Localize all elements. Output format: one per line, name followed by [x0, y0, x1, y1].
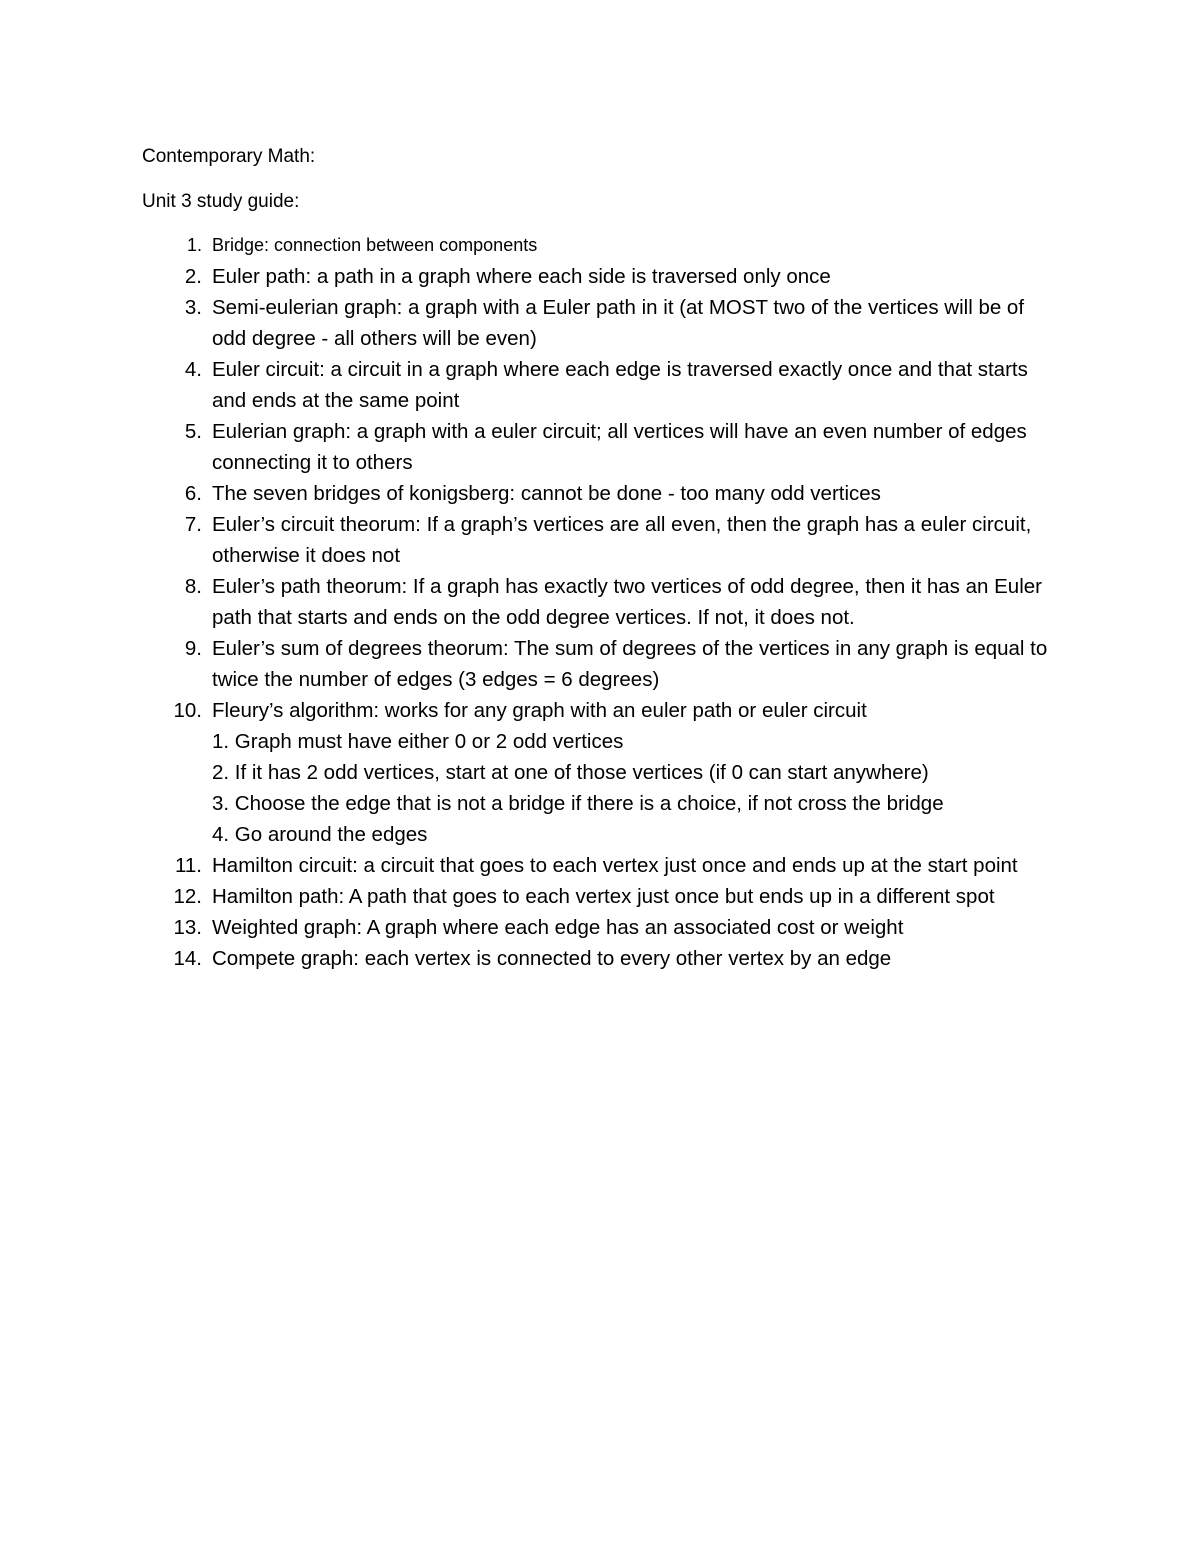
sub-list-item: 4. Go around the edges [212, 823, 428, 846]
list-item-text: Semi-eulerian graph: a graph with a Euler path in it (at MOST two of the vertices will be of odd degree - all others will be even) [212, 296, 1025, 350]
list-item-number: 9. [184, 637, 202, 660]
list-item-text: Hamilton circuit: a circuit that goes to each vertex just once and ends up at the start point [212, 854, 1018, 877]
list-item-number: 7. [184, 513, 202, 536]
list-item [142, 261, 1062, 292]
list-item-number: 10. [173, 699, 202, 722]
study-guide-list [142, 230, 1062, 974]
document-title: Contemporary Math: [142, 146, 316, 167]
list-item-number: 11. [175, 854, 202, 877]
list-item [142, 230, 1062, 261]
list-item [142, 416, 1062, 478]
list-item-text: Hamilton path: A path that goes to each vertex just once but ends up in a different spot [212, 885, 995, 908]
list-item [142, 354, 1062, 416]
list-item-number: 2. [184, 265, 202, 288]
list-item [142, 571, 1062, 633]
list-item-number: 3. [184, 296, 202, 319]
list-item-number: 5. [184, 420, 202, 443]
list-item-text: Bridge: connection between components [212, 235, 538, 255]
list-item-number: 4. [184, 358, 202, 381]
list-item-text: Weighted graph: A graph where each edge has an associated cost or weight [212, 916, 904, 939]
list-item-number: 13. [173, 916, 202, 939]
list-item-number: 14. [173, 947, 202, 970]
list-item-text: Euler path: a path in a graph where each side is traversed only once [212, 265, 831, 288]
list-item-text: The seven bridges of konigsberg: cannot be done - too many odd vertices [212, 482, 881, 505]
list-item [142, 881, 1062, 912]
list-item-number: 1. [186, 235, 202, 255]
list-item [142, 912, 1062, 943]
sub-list-item: 3. Choose the edge that is not a bridge if there is a choice, if not cross the bridge [212, 792, 944, 815]
list-item [142, 509, 1062, 571]
list-item-number: 8. [184, 575, 202, 598]
list-item [142, 695, 1062, 850]
list-item [142, 633, 1062, 695]
list-item [142, 850, 1062, 881]
sub-list-item: 2. If it has 2 odd vertices, start at one of those vertices (if 0 can start anywhere) [212, 761, 929, 784]
list-item [142, 943, 1062, 974]
list-item-number: 12. [173, 885, 202, 908]
list-item-text: Euler circuit: a circuit in a graph where each edge is traversed exactly once and that starts and ends at the same point [212, 358, 1028, 412]
list-item-text: Euler’s sum of degrees theorum: The sum of degrees of the vertices in any graph is equal to twice the number of edges (3 edges = 6 degrees) [212, 637, 1048, 691]
list-item-number: 6. [184, 482, 202, 505]
list-item-text: Eulerian graph: a graph with a euler circuit; all vertices will have an even number of edges connecting it to others [212, 420, 1027, 474]
list-item-text: Compete graph: each vertex is connected to every other vertex by an edge [212, 947, 892, 970]
list-item-text: Fleury’s algorithm: works for any graph with an euler path or euler circuit [212, 699, 867, 722]
list-item [142, 292, 1062, 354]
list-item-text: Euler’s circuit theorum: If a graph’s vertices are all even, then the graph has a euler circuit, otherwise it does not [212, 513, 1032, 567]
sub-list-item: 1. Graph must have either 0 or 2 odd vertices [212, 730, 624, 753]
list-item [142, 478, 1062, 509]
document-subtitle: Unit 3 study guide: [142, 191, 300, 212]
list-item-text: Euler’s path theorum: If a graph has exactly two vertices of odd degree, then it has an Euler path that starts and ends on the odd degree vertices. If not, it does not. [212, 575, 1042, 629]
